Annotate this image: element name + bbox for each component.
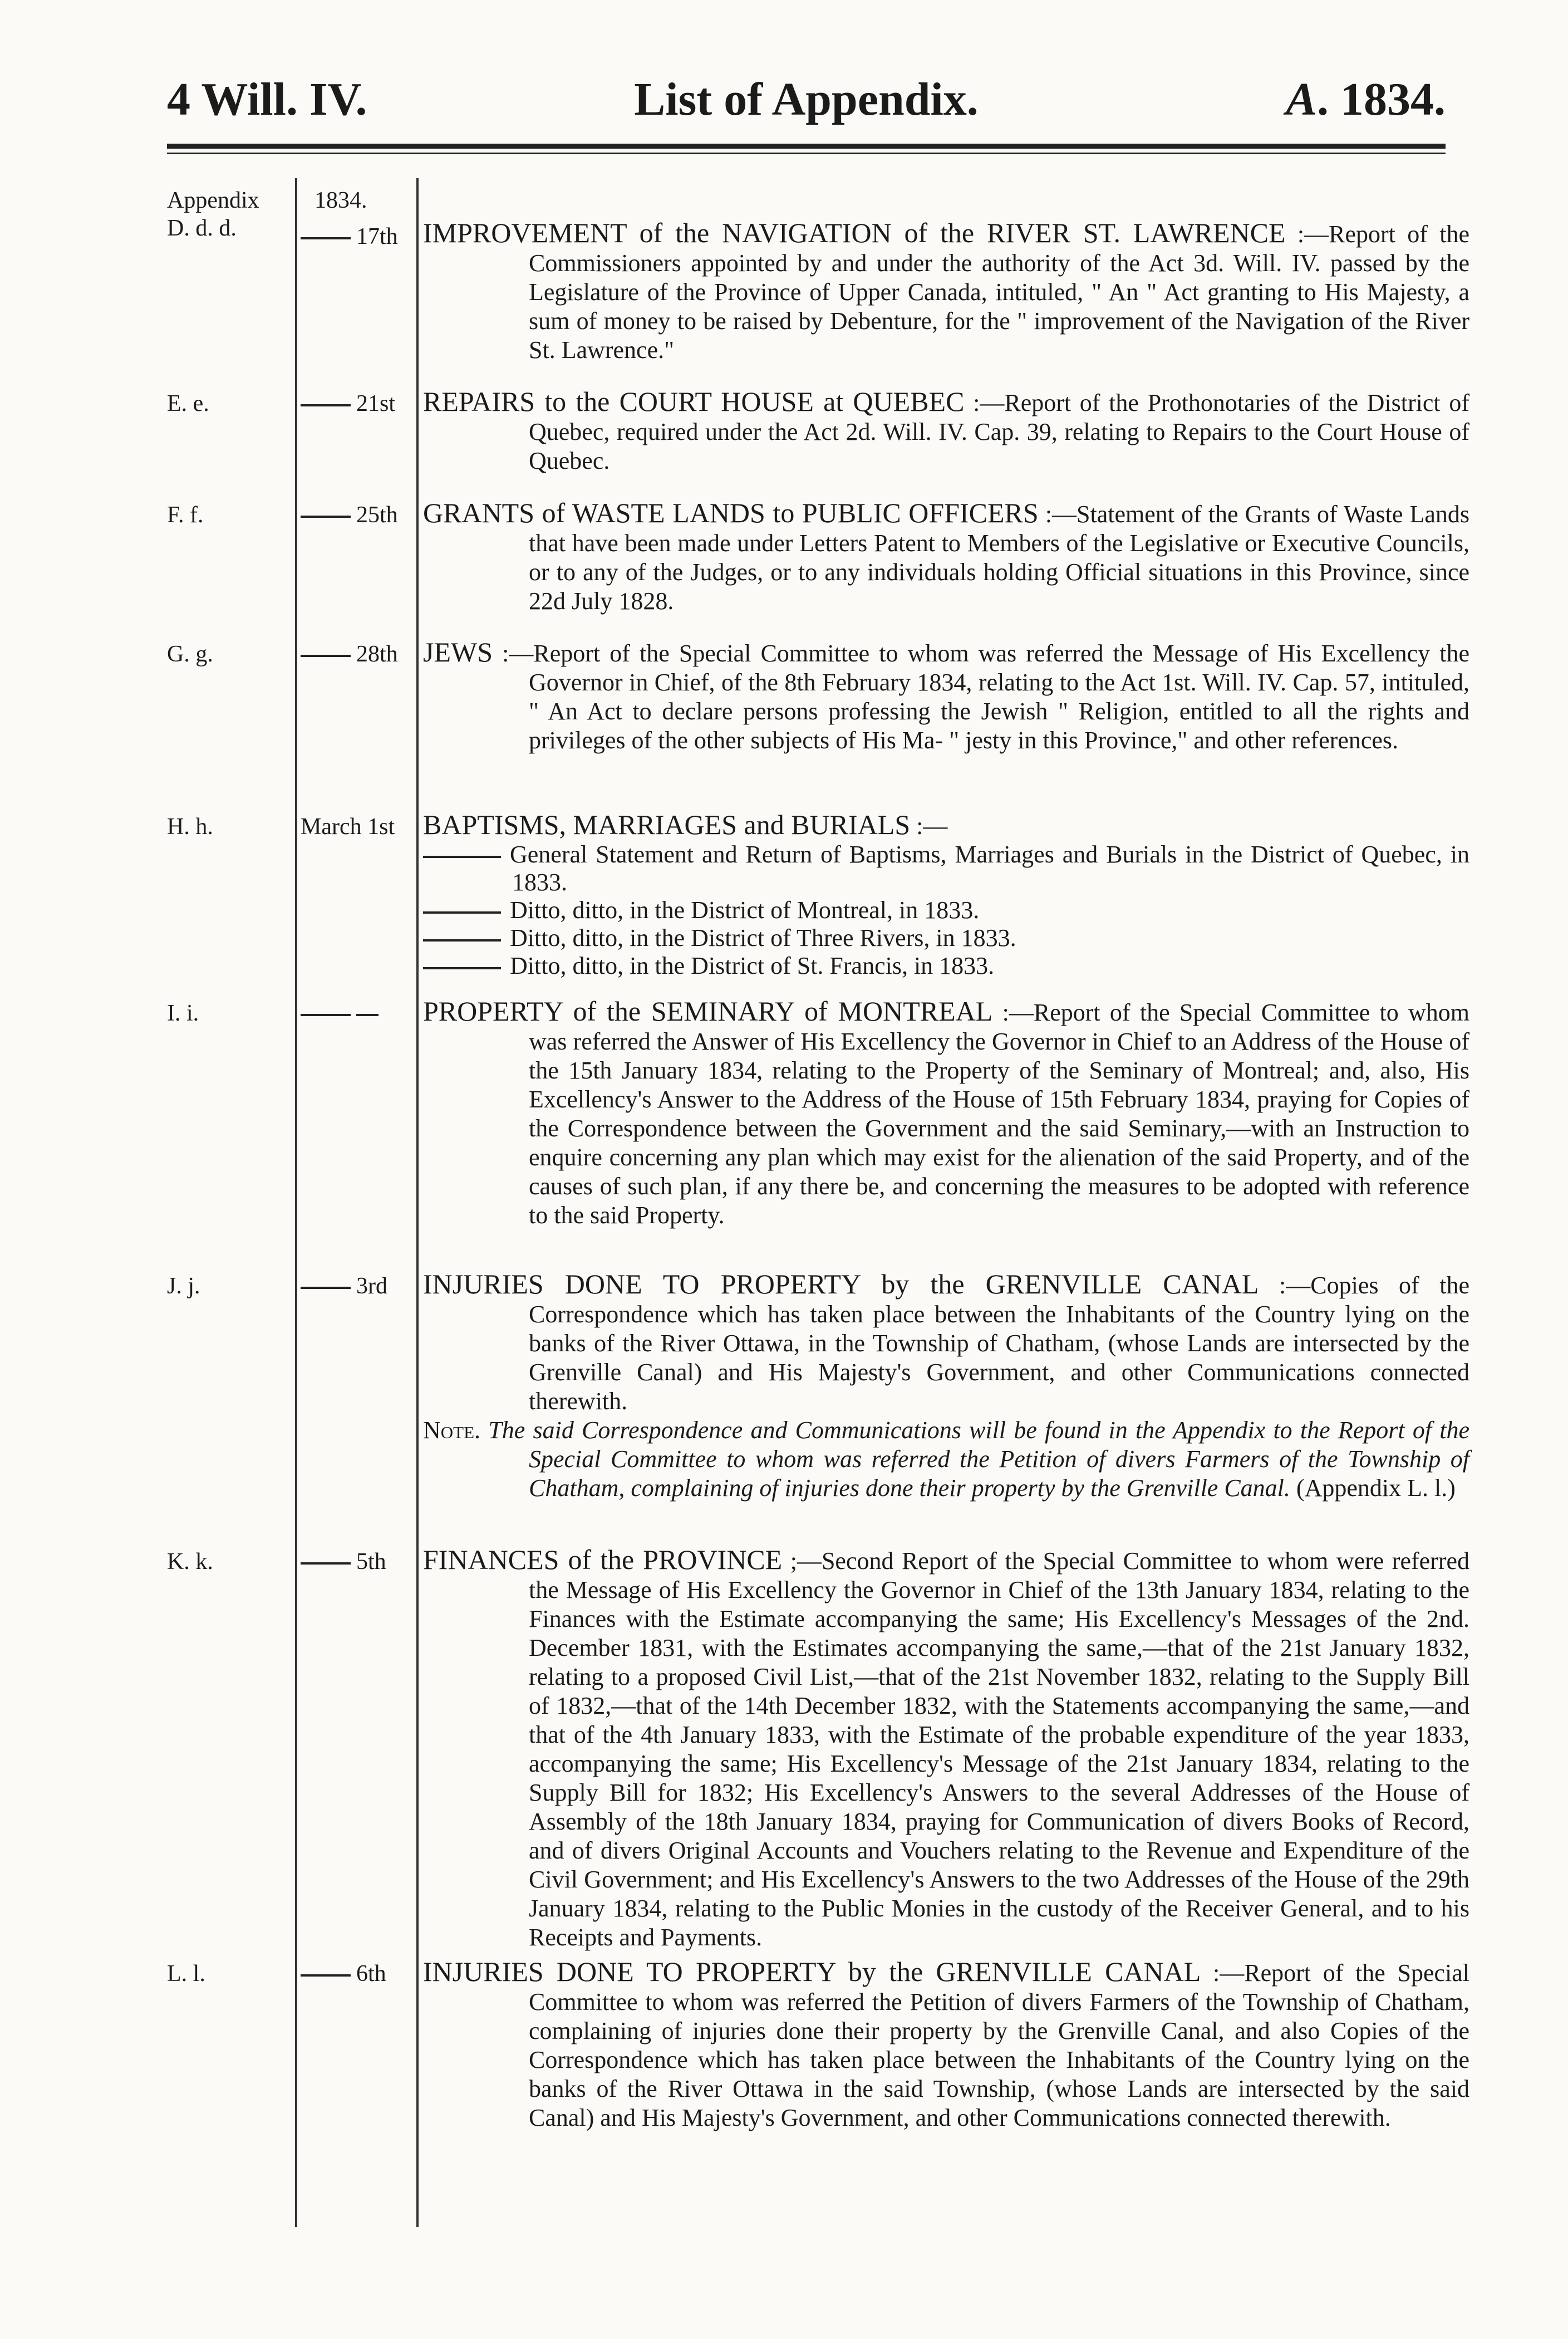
appendix-ref: L. l. — [167, 1961, 205, 1987]
entry-date — [301, 999, 412, 1027]
entry-title: FINANCES of the PROVINCE — [423, 1544, 783, 1575]
entry-body: :—Report of the Commissioners appointed by and under the authority of the Act 3d. Will. IV. passed by the Legislature of the Province of Upper Canada, intituled, " An " Act granting to His Majesty, a sum of money to be raised by Debenture, for the " improvement of the Navigation of the River St. Lawrence." — [529, 220, 1469, 364]
header-rule-thick — [167, 144, 1446, 149]
entry-date: 6th — [301, 1960, 412, 1988]
appendix-ref: G. g. — [167, 641, 213, 667]
entry-date: March 1st — [301, 814, 395, 840]
entry-date: 5th — [301, 1548, 412, 1576]
page-header — [167, 67, 1446, 139]
entry-title: INJURIES DONE TO PROPERTY by the GRENVILLE CANAL — [423, 1268, 1259, 1300]
entry-title: PROPERTY of the SEMINARY of MONTREAL — [423, 996, 993, 1027]
appendix-ref: D. d. d. — [167, 215, 237, 241]
entry-date: 17th — [301, 223, 412, 251]
header-volume: 4 Will. IV. — [167, 73, 367, 125]
entry-body: :—Report of the Special Committee to whom was referred the Answer of His Excellency the Governor in Chief to an Address of the House of the 15th January 1834, relating to the Property of the Seminary of Montreal; and, also, His Excellency's Answer to the Address of the House of 15th February 1834, praying for Copies of the Correspondence between the Government and the said Seminary,—with an Instruction to enquire concerning any plan which may exist for the alienation of the said Property, and of the causes of such plan, if any there be, and concerning the measures to be adopted with reference to the said Property. — [529, 999, 1470, 1229]
entry-title: INJURIES DONE TO PROPERTY by the GRENVILLE CANAL — [423, 1956, 1201, 1987]
list-item — [423, 387, 1469, 475]
list-item — [423, 498, 1469, 616]
list-item — [423, 638, 1469, 755]
appendix-ref: E. e. — [167, 391, 209, 416]
list-item — [423, 1269, 1469, 1503]
column-head-year: 1834. — [314, 188, 367, 213]
entry-body: :—Copies of the Correspondence which has taken place between the Inhabitants of the Country lying on the banks of the River Ottawa, in the Township of Chatham, (whose Lands are intersected by the Grenville Canal) and His Majesty's Government, and other Communications connected therewith. — [529, 1272, 1470, 1415]
list-item — [423, 1545, 1469, 1952]
entry-title: IMPROVEMENT of the NAVIGATION of the RIVER ST. LAWRENCE — [423, 217, 1286, 248]
entry-body: :—Report of the Special Committee to whom was referred the Petition of divers Farmers of the Township of Chatham, complaining of injuries done their property by the Grenville Canal, and also Copies of the Correspondence which has taken place between the Inhabitants of the Country lying on the banks of the River Ottawa in the said Township, (whose Lands are intersected by the said Canal) and His Majesty's Government, and other Communications connected therewith. — [529, 1959, 1469, 2131]
entry-date: 25th — [301, 501, 412, 529]
appendix-ref: H. h. — [167, 814, 213, 840]
entry-date: 28th — [301, 640, 412, 668]
entry-body: :—Report of the Prothonotaries of the District of Quebec, required under the Act 2d. Will. IV. Cap. 39, relating to Repairs to the Court House of Quebec. — [529, 389, 1469, 474]
sub-item: Ditto, ditto, in the District of St. Francis, in 1833. — [423, 952, 1469, 980]
appendix-ref: K. k. — [167, 1549, 213, 1575]
entry-body: :—Report of the Special Committee to whom was referred the Message of His Excellency the Governor in Chief, of the 8th February 1834, relating to the Act 1st. Will. IV. Cap. 57, intituled, " An Act to declare persons professing the Jewish " Religion, entitled to all the rights and privileges of the other subjects of His Ma- " jesty in this Province," and other references. — [502, 640, 1469, 754]
sub-item: Ditto, ditto, in the District of Montreal, in 1833. — [423, 896, 1469, 924]
entry-body: :— — [916, 812, 948, 840]
sub-item: Ditto, ditto, in the District of Three Rivers, in 1833. — [423, 924, 1469, 952]
entry-date: 21st — [301, 390, 412, 418]
entry-title: GRANTS of WASTE LANDS to PUBLIC OFFICERS — [423, 497, 1039, 528]
entry-title: BAPTISMS, MARRIAGES and BURIALS — [423, 809, 911, 840]
sub-item: General Statement and Return of Baptisms, Marriages and Burials in the District of Quebec, in 1833. — [423, 841, 1469, 896]
header-title: List of Appendix. — [634, 73, 979, 125]
entry-title: JEWS — [423, 636, 493, 668]
entry-body: ;—Second Report of the Special Committee to whom were referred the Message of His Excellency the Governor in Chief of the 13th January 1834, relating to the Finances with the Estimate accompanying the same; His Excellency's Messages of the 2nd. December 1831, with the Estimates accompanying the same,—that of the 21st January 1832, relating to a proposed Civil List,—that of the 21st November 1832, relating to the Supply Bill of 1832,—that of the 14th December 1832, with the Statements accompanying the same,—and that of the 4th January 1833, with the Estimate of the probable expenditure of the year 1833, accompanying the same; His Excellency's Message of the 21st January 1834, relating to the Supply Bill for 1832; His Excellency's Answers to the several Addresses of the House of Assembly of the 18th January 1834, praying for Communication of divers Books of Record, and of divers Original Accounts and Vouchers relating to the Revenue and Expenditure of the Civil Government; and His Excellency's Answers to the two Addresses of the House of the 29th January 1834, relating to the Public Monies in the custody of the Receiver General, and to his Receipts and Payments. — [529, 1547, 1470, 1951]
column-divider-appendix — [295, 178, 297, 2227]
entry-date: 3rd — [301, 1272, 412, 1300]
entry-title: REPAIRS to the COURT HOUSE at QUEBEC — [423, 386, 965, 417]
appendix-ref: J. j. — [167, 1273, 200, 1299]
appendix-ref: F. f. — [167, 502, 204, 528]
column-head-appendix: Appendix — [167, 188, 259, 213]
entry-body: :—Statement of the Grants of Waste Lands that have been made under Letters Patent to Members of the Legislative or Executive Councils, or to any of the Judges, or to any individuals holding Official situations in this Province, since 22d July 1828. — [529, 501, 1470, 615]
column-divider-date — [416, 178, 419, 2227]
entry-note: Note. The said Correspondence and Communications will be found in the Appendix to the Report of the Special Committee to whom was referred the Petition of divers Farmers of the Township of Chatham, complaining of injuries done their property by the Grenville Canal. (Appendix L. l.) — [423, 1416, 1470, 1502]
header-rule-thin — [167, 153, 1446, 154]
list-item — [423, 810, 1469, 980]
appendix-ref: I. i. — [167, 1001, 199, 1026]
list-item — [423, 997, 1469, 1230]
list-item — [423, 1957, 1469, 2132]
header-year: A. 1834. — [1285, 73, 1446, 125]
list-item — [423, 218, 1469, 365]
